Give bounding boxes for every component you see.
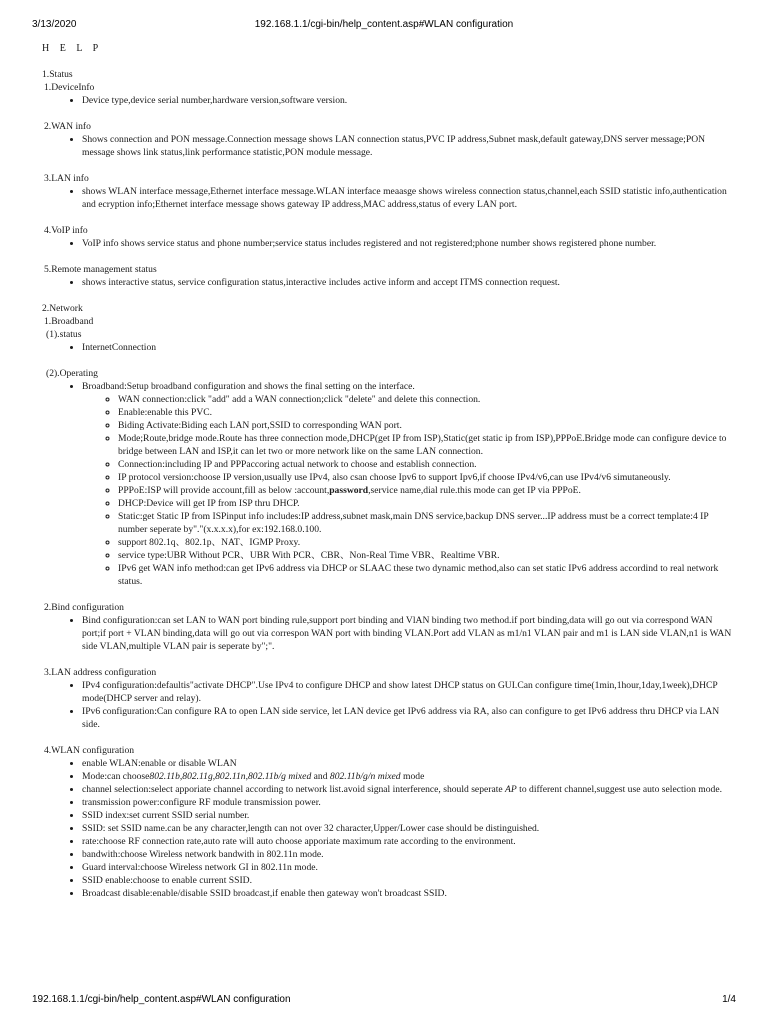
pppoe-text-2: ,service name,dial rule.this mode can get IP via PPPoE. — [368, 485, 581, 496]
list-item-channel — [82, 783, 738, 796]
list-item: • shows interactive status, service configuration status,interactive includes active inform and accept ITMS connection request. — [82, 276, 738, 289]
page-number: 1/4 — [722, 994, 736, 1005]
mode-prefix: Mode:can choose — [82, 771, 150, 782]
list-item: • rate:choose RF connection rate,auto rate will auto choose apporiate maximum rate according to the environment. — [82, 835, 738, 848]
voip-info-list — [42, 237, 738, 250]
mode-and: and — [311, 771, 330, 782]
help-title: H E L P — [42, 43, 103, 54]
lan-info-list — [42, 185, 738, 211]
wan-info-list — [42, 133, 738, 159]
remote-management-title: 5.Remote management status — [44, 264, 157, 275]
list-item: • SSID enable:choose to enable current SSID. — [82, 874, 738, 887]
list-item: • Bind configuration:can set LAN to WAN port binding rule,support port binding and VlAN binding two method.if port binding,data will go out via correspond WAN port;if port + VLAN binding,data will go out via correspon WAN port with binding VLAN.Port add VLAN as m1/n1 VLAN pair and m1 is LAN side VLAN,n1 is WAN side VLAN,multiple VLAN pair is seperate by";". — [82, 614, 738, 653]
device-info-title: 1.DeviceInfo — [44, 82, 95, 93]
list-item: • enable WLAN:enable or disable WLAN — [82, 757, 738, 770]
pppoe-text-1: PPPoE:ISP will provide account,fill as below :account, — [118, 485, 330, 496]
section-network-title: 2.Network — [42, 303, 83, 314]
print-date: 3/13/2020 — [32, 19, 77, 30]
list-item: ◦ Mode;Route,bridge mode.Route has three connection mode,DHCP(get IP from ISP),Static(get static ip from ISP),PPPoE.Bridge mode can configure device to bridge between LAN and ISP,it can let two or more network like on the same LAN connection. — [118, 432, 738, 458]
list-item: • transmission power:configure RF module transmission power. — [82, 796, 738, 809]
mode-options-2: 802.11b/g/n mixed — [329, 771, 401, 782]
section-status-title: 1.Status — [42, 69, 73, 80]
wlan-config-list — [42, 757, 738, 900]
help-content — [42, 42, 738, 987]
list-item: • IPv4 configuration:defaultis"activate DHCP".Use IPv4 to configure DHCP and show latest DHCP status on GUI.Can configure time(1min,1hour,1day,1week),DHCP mode(DHCP server and relay). — [82, 679, 738, 705]
channel-ap: AP — [505, 784, 517, 795]
list-item: • shows WLAN interface message,Ethernet interface message.WLAN interface meaasge shows wireless connection status,channel,each SSID statistic info,authentication and ecryption info;Ethernet interface message shows gateway IP address,MAC address,status of every LAN port. — [82, 185, 738, 211]
voip-info-title: 4.VoIP info — [44, 225, 88, 236]
list-item: ◦ support 802.1q、802.1p、NAT、IGMP Proxy. — [118, 536, 738, 549]
list-item: • Guard interval:choose Wireless network GI in 802.11n mode. — [82, 861, 738, 874]
channel-text-2: to different channel,suggest use auto selection mode. — [516, 784, 722, 795]
list-item: ◦ DHCP:Device will get IP from ISP thru DHCP. — [118, 497, 738, 510]
lan-info-title: 3.LAN info — [44, 173, 89, 184]
remote-management-list — [42, 276, 738, 289]
list-item: ◦ Enable:enable this PVC. — [118, 406, 738, 419]
list-item: ◦ Static:get Static IP from ISPinput info includes:IP address,subnet mask,main DNS service,backup DNS server...IP address must be a correct template:4 IP number seperate by"."(x.x.x.x),for ex:192.168.0.100. — [118, 510, 738, 536]
print-title: 192.168.1.1/cgi-bin/help_content.asp#WLAN configuration — [254, 19, 514, 30]
operating-sub-list — [82, 393, 738, 588]
list-item: ◦ IPv6 get WAN info method:can get IPv6 address via DHCP or SLAAC these two dynamic method,also can set static IPv6 address accordind to real network status. — [118, 562, 738, 588]
pppoe-password-word: password — [329, 485, 369, 496]
list-item-pppoe — [118, 484, 738, 497]
list-item: • InternetConnection — [82, 341, 738, 354]
list-item: • SSID: set SSID name.can be any character,length can not over 32 character,Upper/Lower case should be distinguished. — [82, 822, 738, 835]
list-item: ◦ WAN connection:click "add" add a WAN connection;click "delete" and delete this connection. — [118, 393, 738, 406]
wan-info-title: 2.WAN info — [44, 121, 91, 132]
broadband-status-title: (1).status — [46, 329, 82, 340]
list-item: ◦ Biding Activate:Biding each LAN port,SSID to corresponding WAN port. — [118, 419, 738, 432]
list-item: ◦ service type:UBR Without PCR、UBR With PCR、CBR、Non-Real Time VBR、Realtime VBR. — [118, 549, 738, 562]
operating-description: Broadband:Setup broadband configuration and shows the final setting on the interface. — [82, 381, 415, 392]
channel-text-1: channel selection:select apporiate channel according to network list.avoid signal interference, should seperate — [82, 784, 506, 795]
lan-address-title: 3.LAN address configuration — [44, 667, 157, 678]
list-item: • bandwith:choose Wireless network bandwith in 802.11n mode. — [82, 848, 738, 861]
device-info-list — [42, 94, 738, 107]
broadband-status-list — [42, 341, 738, 354]
wlan-config-title: 4.WLAN configuration — [44, 745, 135, 756]
bind-config-title: 2.Bind configuration — [44, 602, 124, 613]
list-item: ◦ IP protocol version:choose IP version,usually use IPv4, also csan choose Ipv6 to support Ipv6,if choose IPv4/v6,can use IPv4/v6 simutaneously. — [118, 471, 738, 484]
lan-address-list — [42, 679, 738, 731]
list-item: ◦ Connection:including IP and PPPaccoring actual network to choose and establish connection. — [118, 458, 738, 471]
list-item: • Shows connection and PON message.Connection message shows LAN connection status,PVC IP address,Subnet mask,default gateway,DNS server message;PON message shows link status,link performance statistic,PON module message. — [82, 133, 738, 159]
list-item: • Broadcast disable:enable/disable SSID broadcast,if enable then gateway won't broadcast SSID. — [82, 887, 738, 900]
list-item: • SSID index:set current SSID serial number. — [82, 809, 738, 822]
broadband-operating-list — [42, 380, 738, 588]
list-item-mode — [82, 770, 738, 783]
list-item: • VoIP info shows service status and phone number;service status includes registered and not registered;phone number shows registered phone number. — [82, 237, 738, 250]
bind-config-list — [42, 614, 738, 653]
list-item: • Device type,device serial number,hardware version,software version. — [82, 94, 738, 107]
list-item — [82, 380, 738, 588]
mode-options-1: 802.11b,802.11g,802.11n,802.11b/g mixed — [149, 771, 312, 782]
footer-url: 192.168.1.1/cgi-bin/help_content.asp#WLAN configuration — [32, 994, 291, 1005]
broadband-operating-title: (2).Operating — [46, 368, 98, 379]
list-item: • IPv6 configuration:Can configure RA to open LAN side service, let LAN device get IPv6 address via RA, also can configure to get IPv6 address thru DHCP via LAN side. — [82, 705, 738, 731]
mode-suffix: mode — [400, 771, 425, 782]
broadband-title: 1.Broadband — [44, 316, 94, 327]
